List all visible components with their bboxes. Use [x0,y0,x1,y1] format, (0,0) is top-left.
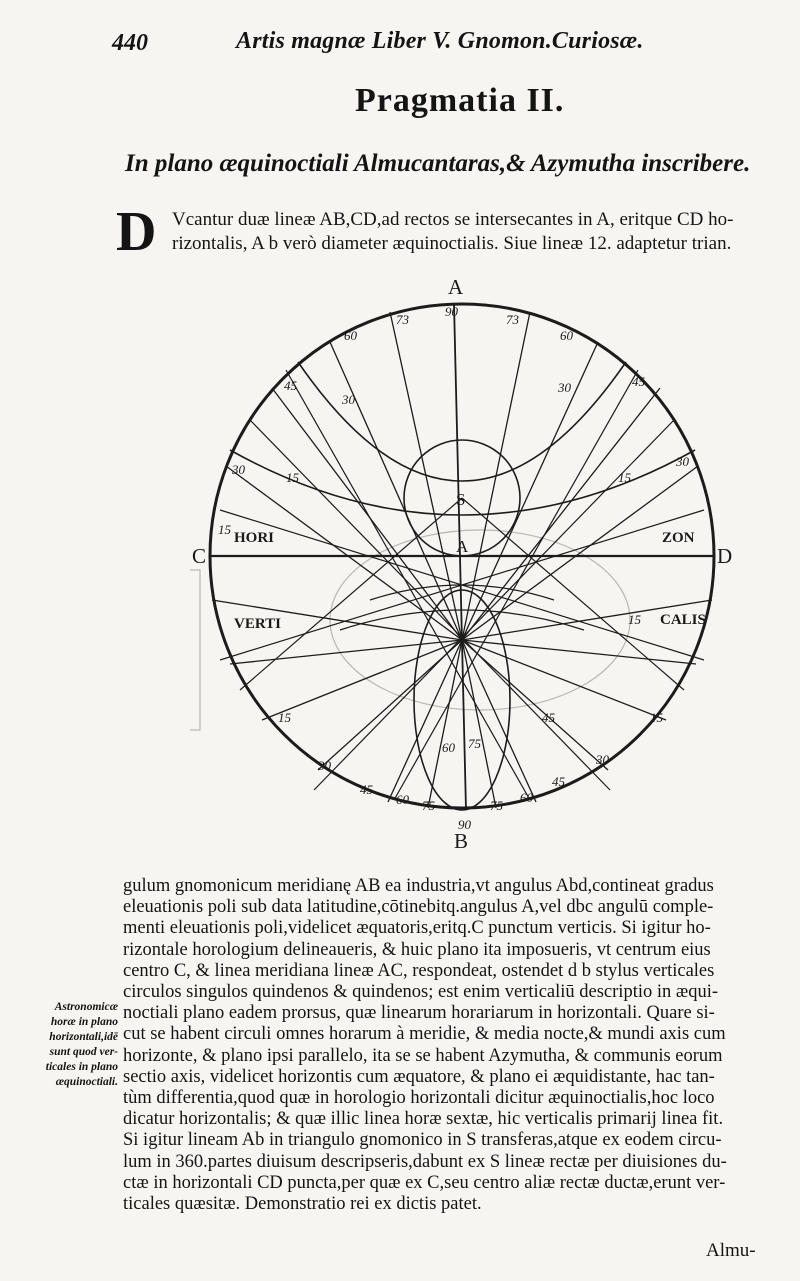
number-label: 75 [422,798,435,813]
body-line: horizonte, & plano ipsi parallelo, ita se se habent Azymutha, & communis eorum [123,1045,723,1066]
number-label: 90 [445,304,458,319]
number-label: 60 [442,740,455,755]
gnomonic-diagram [190,270,750,860]
word-calis: CALIS [660,612,706,628]
number-label: 15 [618,470,631,485]
word-zon: ZON [662,530,695,546]
word-verti: VERTI [234,616,281,632]
margin-note-line: æquinoctiali. [55,1076,118,1088]
body-line: eleuationis poli sub data latitudine,cōtinebitq.angulus A,vel dbc angulū comple- [123,897,714,918]
number-label: 45 [360,782,373,797]
inner-arc-1 [370,585,554,600]
number-label: 73 [506,312,519,327]
margin-note-line: horæ in plano [50,1016,118,1028]
number-label: 30 [318,758,331,773]
body-line: Si igitur lineam Ab in triangulo gnomonico in S transferas,atque ex eodem circu- [123,1130,722,1151]
catchword: Almu- [706,1240,756,1261]
bleed-through-mark [190,570,200,730]
body-line: ctæ in horizontali CD puncta,per quæ ex C,seu centro aliæ rectæ ductæ,erunt ver- [123,1172,726,1193]
intro-line: rizontalis, A b verò diameter æquinoctialis. Siue lineæ 12. adaptetur trian. [172,233,732,254]
number-label: 30 [596,752,609,767]
body-line: sectio axis, videlicet horizontis cum æquatore, & plano ei æquidistante, hac tan- [123,1066,715,1087]
subtitle: In plano æquinoctiali Almucantaras,& Azymutha inscribere. [125,150,751,177]
number-label: 15 [650,710,663,725]
number-label: 60 [560,328,573,343]
number-label: 73 [396,312,409,327]
number-label: 30 [558,380,571,395]
running-head: Artis magnæ Liber V. Gnomon.Curiosæ. [236,28,644,54]
number-label: 15 [218,522,231,537]
number-label: 60 [396,792,409,807]
number-label: 75 [490,798,503,813]
body-line: tùm differentia,quod quæ in horologio horizontali dicitur æquinoctialis,hoc loco [123,1088,715,1109]
label-a-center: A [456,537,469,556]
body-paragraph [123,876,783,1215]
margin-note [14,1000,118,1090]
intro-line: Vcantur duæ lineæ AB,CD,ad rectos se intersecantes in A, eritque CD ho- [172,209,734,230]
number-label: 75 [468,736,481,751]
body-line: rizontale horologium delineaueris, & huic plano ita imposueris, vt centrum eius [123,939,711,960]
label-c: C [192,544,207,568]
word-hori: HORI [234,530,275,546]
margin-note-line: Astronomicæ [54,1001,118,1013]
label-a-top: A [448,275,464,299]
body-line: menti eleuationis poli,videlicet æquatoris,eritq.C punctum verticis. Si igitur ho- [123,918,711,939]
number-label: 45 [284,378,297,393]
body-line: noctiali plano eadem prorsus, quæ linearum horariarum in horizontali. Quare si- [123,1003,715,1024]
body-line: dicatur horizontalis; & quæ illic linea horæ sextæ, hic verticalis primarij linea fit. [123,1109,724,1130]
number-label: 60 [344,328,357,343]
body-line: circulos singulos quindenos & quindenos; est enim verticaliū descriptio in æqui- [123,982,718,1003]
number-label: 60 [520,790,533,805]
number-label: 15 [278,710,291,725]
drop-cap: D [116,201,157,263]
number-label: 15 [628,612,641,627]
body-line: centro C, & linea meridiana lineæ AC, respondeat, ostendet d b stylus verticales [123,960,715,981]
page-number: 440 [112,30,148,56]
number-label: 30 [232,462,245,477]
body-line: lum in 360.partes diuisum descripseris,dabunt ex S lineæ rectæ per diuisiones du- [123,1151,727,1172]
number-label: 90 [458,817,471,832]
number-label: 30 [342,392,355,407]
margin-note-line: horizontali,idē [49,1031,118,1043]
body-line: cut se habent circuli omnes horarum à meridie, & media nocte,& mundi axis cum [123,1024,726,1045]
number-label: 45 [632,374,645,389]
label-d: D [717,544,733,568]
label-b: B [454,829,469,853]
body-line: gulum gnomonicum meridianę AB ea industria,vt angulus Abd,contineat gradus [123,876,714,896]
intro-paragraph [116,201,780,263]
number-label: 45 [542,710,555,725]
margin-note-line: ticales in plano [45,1061,118,1073]
number-label: 30 [676,454,689,469]
body-line: ticales quæsitæ. Demonstratio rei ex dictis patet. [123,1194,482,1215]
number-label: 45 [552,774,565,789]
margin-note-line: sunt quod ver- [49,1046,118,1058]
section-title: Pragmatia II. [355,82,565,119]
label-s: S [456,490,466,509]
number-label: 15 [286,470,299,485]
